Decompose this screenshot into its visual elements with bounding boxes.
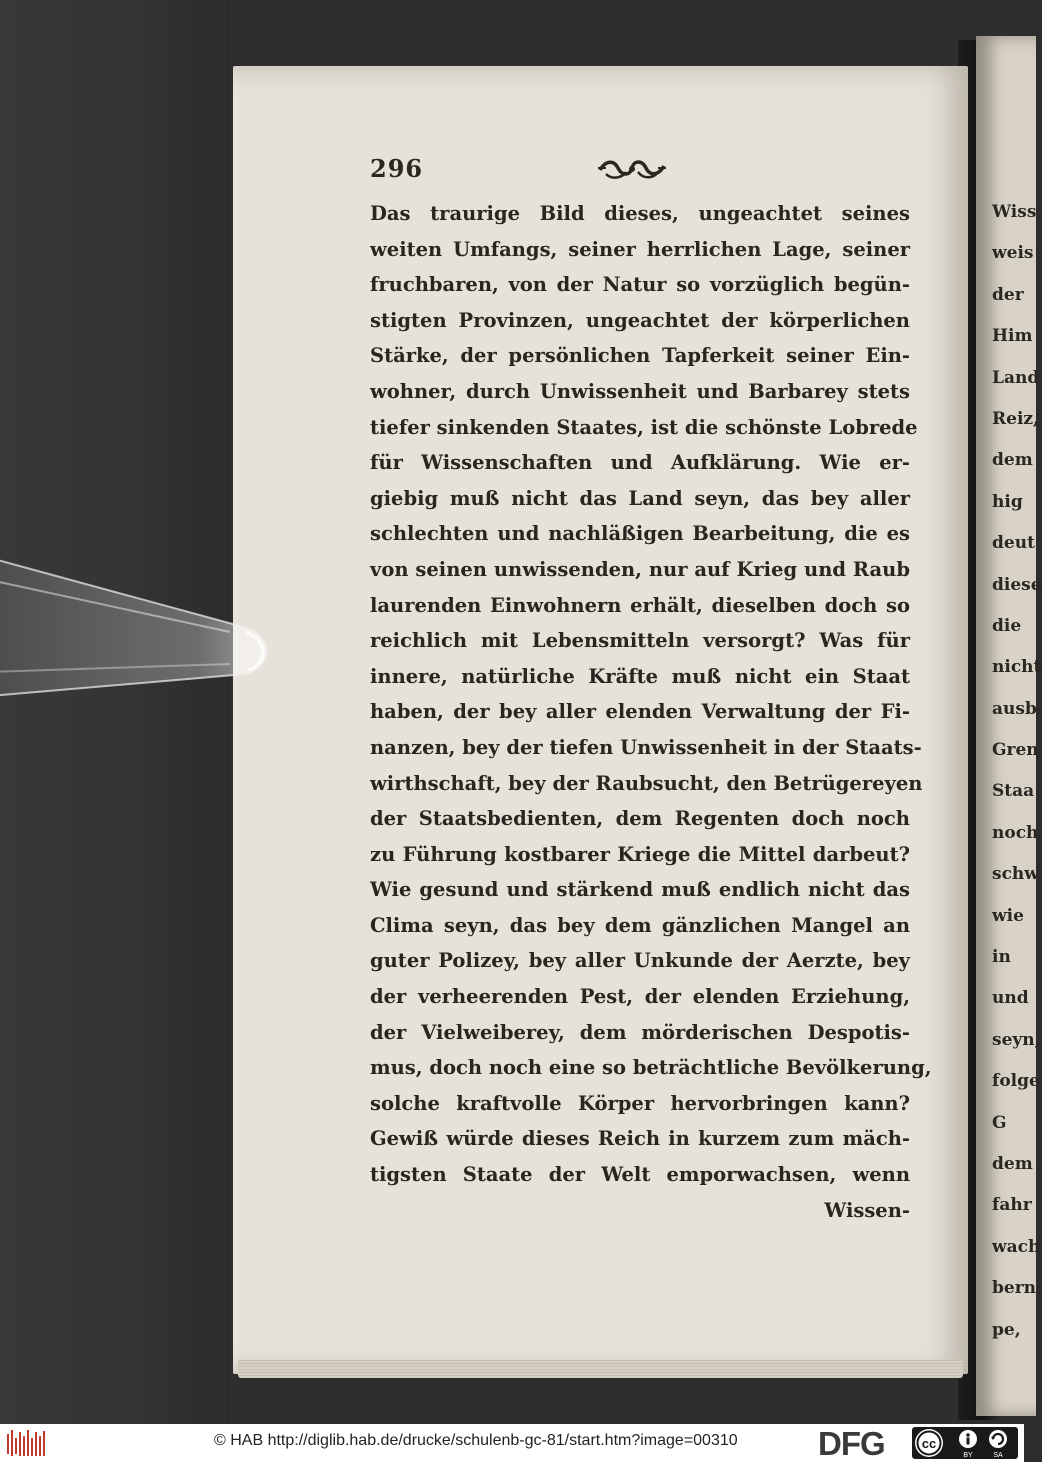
text-line: innere, natürliche Kräfte muß nicht ein Staat [370, 664, 910, 688]
footer-credit[interactable]: © HAB http://diglib.hab.de/drucke/schulenb-gc-81/start.htm?image=00310 [214, 1432, 738, 1449]
next-page-fragment: Land [992, 367, 1040, 388]
next-page-fragment: ausb [992, 698, 1037, 719]
text-line: fruchbaren, von der Natur so vorzüglich begün- [370, 273, 910, 297]
dfg-logo: DFG [818, 1425, 885, 1462]
text-line: zu Führung kostbarer Kriege die Mittel darbeut? [370, 842, 910, 866]
next-page-fragment: wie [992, 905, 1024, 926]
text-line: stigten Provinzen, ungeachtet der körperlichen [370, 308, 910, 332]
next-page-fragment: deut [992, 533, 1035, 554]
text-line: giebig muß nicht das Land seyn, das bey aller [370, 486, 910, 510]
next-page-fragment: schw [992, 864, 1039, 885]
page-body-text [370, 196, 932, 1228]
text-line: von seinen unwissenden, nur auf Krieg und Raub [370, 557, 910, 581]
scan-background-left [0, 0, 230, 1424]
text-line: nanzen, bey der tiefen Unwissenheit in der Staats- [370, 735, 922, 759]
text-line: solche kraftvolle Körper hervorbringen kann? [370, 1091, 910, 1115]
next-page-fragment: dem [992, 1153, 1033, 1174]
text-line: Stärke, der persönlichen Tapferkeit seiner Ein- [370, 344, 910, 368]
next-page-fragment: und [992, 988, 1029, 1009]
text-line: Wissen- [824, 1198, 910, 1222]
next-page-fragment: seyn, [992, 1029, 1041, 1050]
license-sa-label: SA [993, 1452, 1003, 1459]
text-line: wirthschaft, bey der Raubsucht, den Betrügereyen [370, 771, 923, 795]
ornament-icon [596, 156, 668, 182]
next-page-fragment: wach [992, 1236, 1041, 1257]
next-page-fragment: hig [992, 491, 1023, 512]
hab-logo-icon [6, 1428, 48, 1458]
page-holder-clip-icon [0, 540, 290, 710]
text-line: tigsten Staate der Welt emporwachsen, wenn [370, 1163, 910, 1187]
text-line: wohner, durch Unwissenheit und Barbarey stets [370, 379, 910, 403]
text-line: Wie gesund und stärkend muß endlich nicht das [370, 878, 910, 902]
cc-license-icon[interactable] [912, 1427, 1018, 1459]
next-page-fragment: Staa [992, 781, 1035, 802]
license-by-label: BY [963, 1452, 973, 1459]
text-line: reichlich mit Lebensmitteln versorgt? Was für [370, 629, 910, 653]
next-page-fragment: bern, [992, 1278, 1042, 1299]
text-line: weiten Umfangs, seiner herrlichen Lage, seiner [370, 237, 910, 261]
next-page-fragments [992, 192, 1042, 1351]
next-page-fragment: pe, [992, 1319, 1021, 1340]
next-page-fragment: Him [992, 326, 1033, 347]
next-page-fragment: noch [992, 822, 1039, 843]
text-line: der verheerenden Pest, der elenden Erziehung, [370, 985, 910, 1009]
next-page-fragment: in [992, 947, 1011, 968]
next-page-fragment: folge [992, 1071, 1040, 1092]
text-line: haben, der bey aller elenden Verwaltung der Fi- [370, 700, 910, 724]
next-page-fragment: weis [992, 243, 1034, 264]
next-page-fragment: Gren [992, 740, 1039, 761]
text-line: Das traurige Bild dieses, ungeachtet seines [370, 202, 910, 225]
text-line: mus, doch noch eine so beträchtliche Bevölkerung, [370, 1056, 932, 1080]
page-number: 296 [370, 154, 424, 183]
next-page-fragment: der [992, 284, 1024, 305]
next-page-fragment: fahr [992, 1195, 1032, 1216]
text-line: tiefer sinkenden Staates, ist die schönste Lobrede [370, 415, 918, 439]
text-line: Clima seyn, das bey dem gänzlichen Mangel an [370, 913, 910, 937]
next-page-fragment: G [992, 1112, 1007, 1133]
next-page-fragment: Reiz, [992, 408, 1039, 429]
next-page-fragment: nicht [992, 657, 1042, 678]
text-line: laurenden Einwohnern erhält, dieselben doch so [370, 593, 910, 617]
text-line: der Vielweiberey, dem mörderischen Despotis- [370, 1020, 910, 1044]
next-page-fragment: die [992, 615, 1022, 636]
text-line: guter Polizey, bey aller Unkunde der Aerzte, bey [370, 949, 910, 973]
next-page-fragment: diese [992, 574, 1042, 595]
text-line: schlechten und nachläßigen Bearbeitung, die es [370, 522, 910, 546]
page-stack-edge [238, 1360, 963, 1378]
svg-text:cc: cc [921, 1436, 937, 1451]
next-page-fragment: Wiss [992, 202, 1037, 222]
text-line: Gewiß würde dieses Reich in kurzem zum mäch- [370, 1127, 910, 1151]
text-line: für Wissenschaften und Aufklärung. Wie er- [370, 451, 910, 475]
text-line: der Staatsbedienten, dem Regenten doch noch [370, 807, 910, 831]
next-page-fragment: dem [992, 450, 1033, 471]
